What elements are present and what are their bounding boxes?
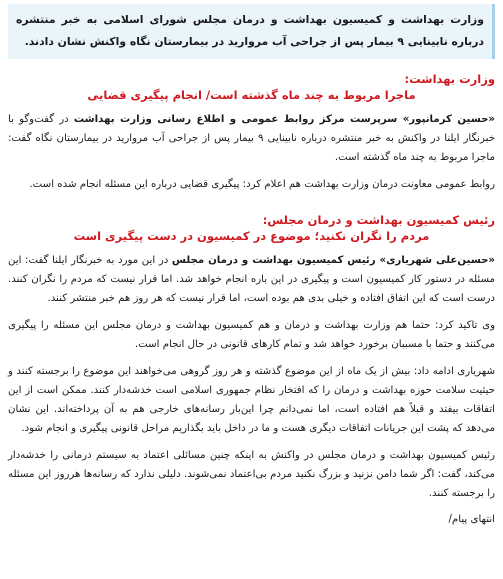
end-of-message: انتهای پیام/ [448, 514, 495, 525]
speaker-name: «حسین‌علی شهریاری» رئیس کمیسیون بهداشت و درمان مجلس [171, 255, 495, 266]
paragraph: وی تاکید کرد: حتما هم وزارت بهداشت و درمان و هم کمیسیون بهداشت و درمان مجلس این مسئله را پیگیری می‌کنند و حتما با مسببان برخورد خواهد شد و تمام کارهای قانونی در حال انجام است. [8, 320, 495, 350]
section-title-commission: مردم را نگران نکنید؛ موضوع در کمیسیون در دست پیگیری است [73, 229, 430, 243]
paragraph-text: در این مورد به خبرنگار ایلنا گفت: این مسئله در دستور کار کمیسیون است و پیگیری در این باره انجام خواهد شد. اما قرار نیست که مردم را نگران کنند. درست است که این اتفاق افتاده و خیلی بدی هم بوده است، اما قرار نیست که هر روز هم خبر منتشر کنند. [8, 255, 495, 304]
paragraph: شهریاری ادامه داد: بیش از یک ماه از این موضوع گذشته و هر روز گروهی می‌خواهند این موضوع را برجسته کنند و حیثیت سلامت حوزه بهداشت و درمان را که افتخار نظام جمهوری اسلامی است خدشه‌دار کنند. ممکن است از این اتفاقات بیفتد و قبلاً هم افتاده است، اما نمی‌دانم چرا این‌بار رسانه‌های خارجی هم به آن پرداخته‌اند. این نشان می‌دهد که پشت این جریانات اتفاقات دیگری هست و ما در داخل باید بگذاریم مراحل قانونی پیگیری و انجام شود. [8, 366, 495, 434]
section-label-ministry: وزارت بهداشت: [404, 72, 495, 86]
speaker-name: «حسین کرمانپور» سرپرست مرکز روابط عمومی و اطلاع رسانی وزارت بهداشت [73, 114, 495, 125]
article-lead: وزارت بهداشت و کمیسیون بهداشت و درمان مجلس شورای اسلامی به خبر منتشره درباره نابینایی ۹ بیمار پس از جراحی آب مروارید در بیمارستان نگاه واکنش نشان دادند. [8, 4, 495, 59]
paragraph [8, 251, 495, 308]
paragraph: رئیس کمیسیون بهداشت و درمان مجلس در واکنش به اینکه چنین مسائلی اعتماد به سیستم درمانی را خدشه‌دار می‌کند، گفت: اگر شما دامن نزنید و بزرگ نکنید مردم بی‌اعتماد نمی‌شوند. دلیلی ندارد که رسانه‌ها هرروز این مسئله را برجسته کنند. [8, 450, 495, 499]
section-gap [8, 202, 495, 210]
paragraph-text: در گفت‌وگو با خبرنگار ایلنا در واکنش به خبر منتشره درباره نابینایی ۹ بیمار پس از جراحی آب مروارید در بیمارستان نگاه گفت: ماجرا مربوط به چند ماه گذشته است. [8, 114, 495, 163]
paragraph: روابط عمومی معاونت درمان وزارت بهداشت هم اعلام کرد: پیگیری قضایی درباره این مسئله انجام شده است. [29, 179, 495, 190]
section-title-ministry: ماجرا مربوط به چند ماه گذشته است/ انجام پیگیری قضایی [87, 88, 416, 102]
paragraph [8, 110, 495, 167]
section-label-commission: رئیس کمیسیون بهداشت و درمان مجلس: [262, 213, 495, 227]
